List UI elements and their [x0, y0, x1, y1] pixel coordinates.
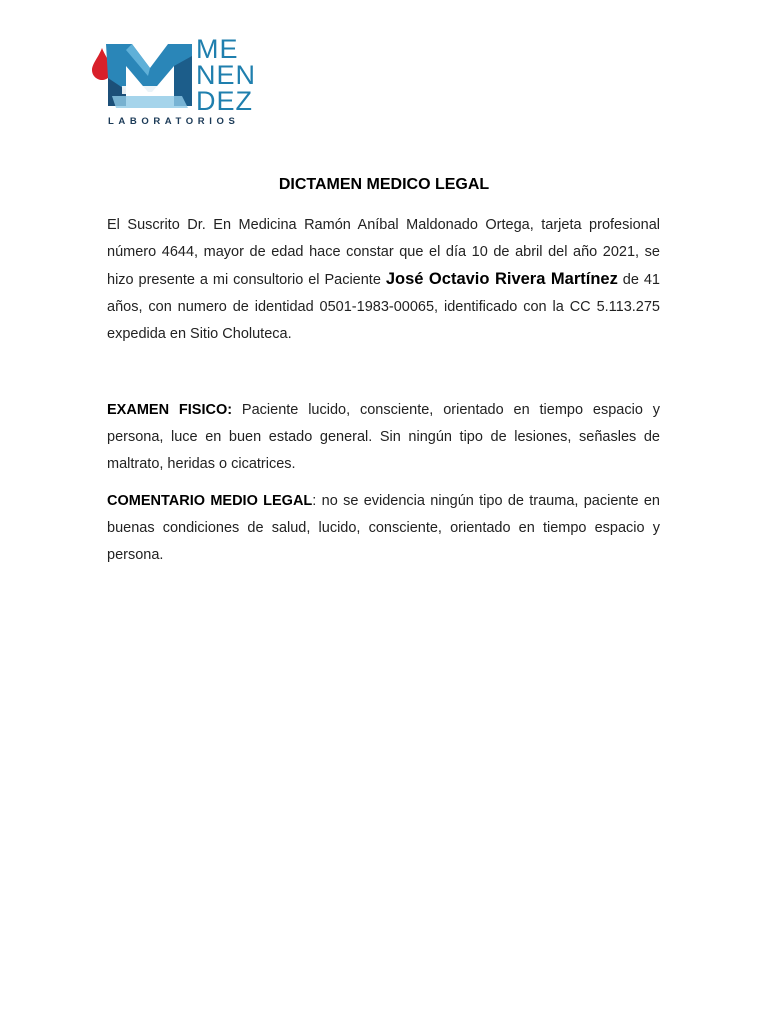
legal-comment-text: : no se evidencia ningún tipo de trauma, paciente en buenas condiciones de salud, lucido, consciente, orientado en tiempo espacio y persona. [107, 493, 660, 563]
patient-name: José Octavio Rivera Martínez [385, 270, 618, 288]
logo-m-emblem-icon [92, 36, 196, 116]
logo-subtitle: LABORATORIOS [108, 116, 240, 127]
legal-comment-paragraph [107, 488, 660, 569]
logo-word-line-1: ME [196, 34, 239, 64]
physical-exam-label: EXAMEN FISICO: [107, 402, 233, 418]
intro-text-rest: de 41 años, con numero de identidad 0501-1983-00065, identificado con la CC 5.113.275 expedida en Sitio Choluteca. [107, 272, 660, 342]
intro-text: El Suscrito Dr. En Medicina Ramón Aníbal Maldonado Ortega, tarjeta profesional número 4644, mayor de edad hace constar que el día 10 de abril del año 2021, se hizo presente a mi consultorio el Paciente [107, 217, 660, 288]
logo-word-line-2: NEN [196, 60, 257, 90]
laboratorios-menendez-logo [92, 34, 257, 128]
intro-paragraph [107, 212, 660, 348]
logo-wordmark [196, 34, 257, 116]
document-title: DICTAMEN MEDICO LEGAL [278, 176, 490, 193]
logo-word-line-3: DEZ [196, 86, 253, 116]
physical-exam-paragraph [107, 397, 660, 478]
physical-exam-text: Paciente lucido, consciente, orientado en tiempo espacio y persona, luce en buen estado general. Sin ningún tipo de lesiones, señasles de maltrato, heridas o cicatrices. [107, 402, 660, 472]
legal-comment-label: COMENTARIO MEDIO LEGAL [107, 493, 313, 509]
